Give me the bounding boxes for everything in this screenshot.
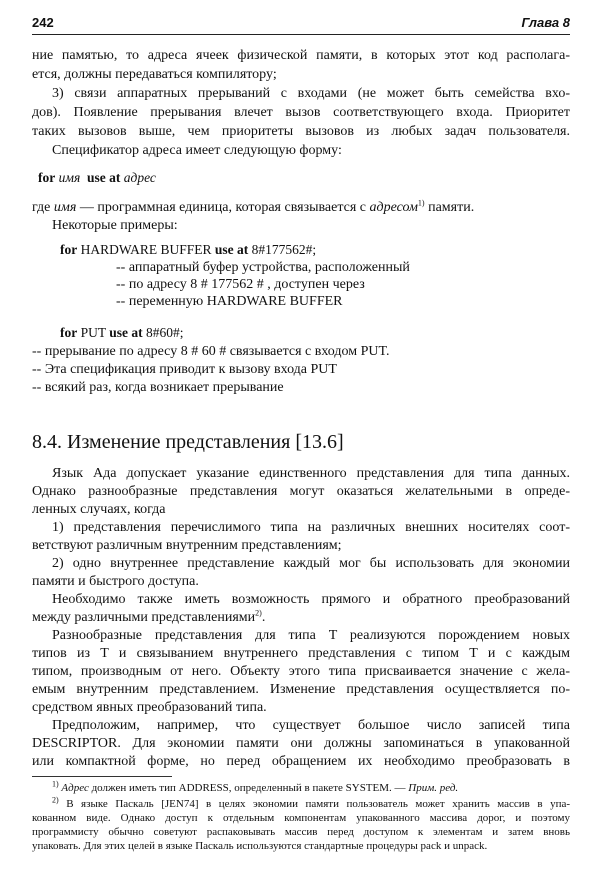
text-line: ленных случаях, когда — [32, 502, 166, 517]
keyword-use-at: use at — [214, 242, 249, 257]
text-line: Необходимо также иметь возможность прямого и обратного преобразований — [52, 592, 570, 607]
keyword-use-at: use at — [87, 170, 121, 185]
address-spec-form — [38, 170, 576, 186]
text-line: или компактной форме, но перед обращением их необходимо преобразовать в — [32, 754, 570, 769]
text-line: Язык Ада допускает указание единственного представления для типа данных. — [52, 466, 570, 481]
text-line: 2) одно внутреннее представление каждый мог бы использовать для экономии — [52, 556, 570, 571]
footnote-1-mark: 1) — [52, 779, 59, 789]
text-line: типом, производным от него. Объекту этого типа присваивается значение с жела- — [32, 664, 570, 679]
header-rule — [32, 34, 570, 35]
where-middle: — программная единица, которая связывается с — [79, 200, 367, 215]
example1-comment: -- по адресу 8 # 177562 # , доступен через — [116, 277, 365, 292]
footnote-1-text: должен иметь тип ADDRESS, определенный в пакете SYSTEM. — — [91, 782, 406, 794]
text-span: между различными представлениями — [32, 610, 256, 625]
example2-comment: -- всякий раз, когда возникает прерывание — [32, 380, 284, 395]
text-line: памяти и быстрого доступа. — [32, 574, 199, 589]
example1-comment: -- переменную HARDWARE BUFFER — [116, 294, 343, 309]
page-number: 242 — [32, 15, 54, 30]
footnote-1-italic: Адрес — [61, 782, 89, 794]
text-line: Однако разнообразные представления могут оказаться желательными в опреде- — [32, 484, 570, 499]
example1-address: 8#177562#; — [251, 242, 317, 257]
chapter-title: Глава 8 — [521, 15, 570, 30]
text-line: DESCRIPTOR. Для экономии памяти они должны запоминаться в упакованной — [32, 736, 570, 751]
text-line: 3) связи аппаратных прерываний с входами (не может быть семейства вхо- — [52, 86, 570, 101]
example1-name: HARDWARE BUFFER — [80, 242, 212, 257]
text-line: таких вызовов выше, чем приоритеты вызовов из любых задач пользователя. — [32, 124, 570, 139]
keyword-for: for — [38, 170, 56, 185]
example2-name: PUT — [80, 325, 106, 340]
where-line — [32, 200, 570, 216]
section-heading: 8.4. Изменение представления [13.6] — [32, 431, 344, 453]
footnote-2-line: программисту обычно советуют распаковывать массив перед доступом к элементам и затем вновь — [32, 826, 570, 838]
where-address: адресом — [369, 200, 418, 215]
footnote-2-line: кованном виде. Однако доступ к отдельным компонентам упакованного массива дорог, и поэтому — [32, 812, 570, 824]
text-line: 1) представления перечислимого типа на различных внешних носителях соот- — [52, 520, 570, 535]
footnote-2-text: В языке Паскаль [JEN74] в целях экономии памяти пользователь может хранить массив в упа- — [66, 798, 571, 810]
text-line: Предположим, например, что существует большое число записей типа — [52, 718, 570, 733]
text-line: дов). Появление прерывания влечет вызов соответствующего входа. Приоритет — [32, 105, 570, 120]
footnote-2-line — [52, 797, 570, 811]
text-line: средством явных преобразований типа. — [32, 700, 267, 715]
footnote-2-mark: 2) — [52, 795, 59, 805]
where-suffix: памяти. — [428, 200, 475, 215]
footnote-ref-2: 2) — [255, 608, 262, 618]
text-line: ветствуют различным внутренним представлениям; — [32, 538, 342, 553]
text-line: Разнообразные представления для типа T реализуются порождением новых — [52, 628, 570, 643]
footnote-rule — [32, 776, 172, 777]
example1-comment: -- аппаратный буфер устройства, расположенный — [116, 260, 410, 275]
text-line: ние памятью, то адреса ячеек физической памяти, в которых этот код располага- — [32, 48, 570, 63]
keyword-use-at: use at — [109, 325, 143, 340]
where-prefix: где — [32, 200, 51, 215]
text-line: ется, должны передаваться компилятору; — [32, 67, 277, 82]
footnote-2-line: упаковать. Для этих целей в языке Паскаль используются стандартные процедуры pack и unpack. — [32, 840, 488, 852]
example2-code — [60, 325, 598, 341]
example2-comment: -- Эта спецификация приводит к вызову входа PUT — [32, 362, 337, 377]
where-name: имя — [53, 200, 77, 215]
footnote-ref-1: 1) — [417, 198, 425, 208]
keyword-for: for — [60, 325, 78, 340]
form-address: адрес — [123, 170, 156, 185]
form-name: имя — [58, 170, 81, 185]
text-line: емым внутренним представлением. Изменение представления осуществляется по- — [32, 682, 570, 697]
text-line: типов из T и связыванием внутреннего представления с типом T и с каждым — [32, 646, 570, 661]
keyword-for: for — [60, 242, 78, 257]
footnote-1-end: Прим. ред. — [408, 782, 459, 794]
examples-intro: Некоторые примеры: — [52, 218, 178, 233]
example2-comment: -- прерывание по адресу 8 # 60 # связывается с входом PUT. — [32, 344, 390, 359]
example1-code — [60, 242, 598, 258]
footnote-1 — [52, 781, 570, 795]
text-line: между различными представлениями$^{2)}$. — [32, 608, 266, 625]
example2-address: 8#60#; — [146, 325, 184, 340]
text-line: Спецификатор адреса имеет следующую форму: — [52, 143, 342, 158]
